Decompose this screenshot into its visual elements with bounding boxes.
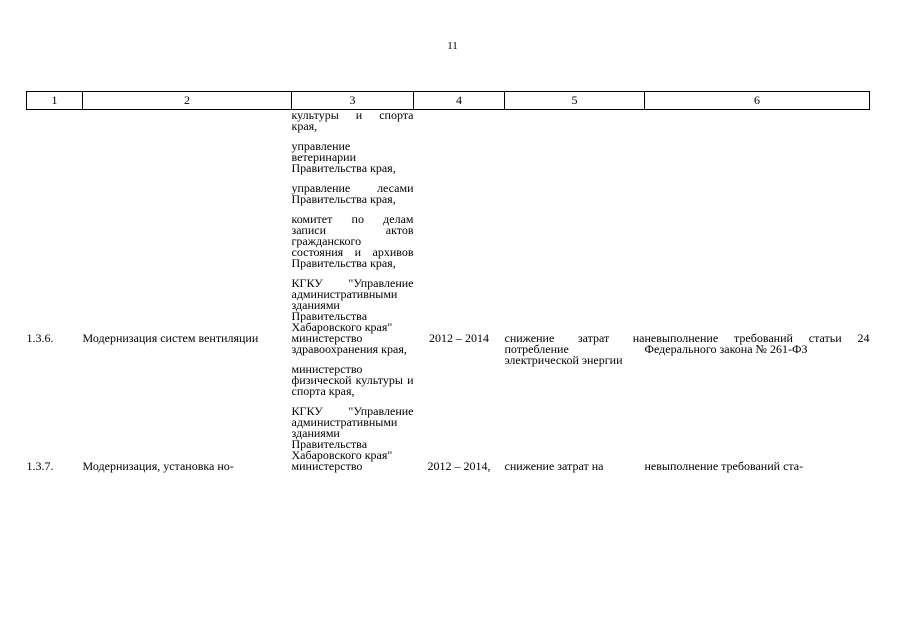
measure-name: Модернизация, установка но- <box>82 459 234 473</box>
measures-table <box>26 91 870 472</box>
consequence-cell: невыполнение требований статьи 24 Федерального закона № 261-ФЗ <box>644 331 870 356</box>
result-cell: снижение затрат на потребление электрической энергии <box>504 331 645 367</box>
executor-entry: КГКУ "Управление административными зданиями Правительства Хабаровского края" <box>291 276 414 334</box>
executor-entry: КГКУ "Управление административными зданиями Правительства Хабаровского края" <box>291 404 414 462</box>
consequence-cell: невыполнение требований ста- <box>644 459 804 473</box>
column-header-1: 1 <box>27 92 83 110</box>
executor-entry: министерство <box>291 459 363 473</box>
column-header-3: 3 <box>292 92 414 110</box>
period-cell <box>414 110 505 334</box>
consequence-cell <box>645 110 870 334</box>
table-row <box>27 110 870 334</box>
executor-entry: культуры и спорта края, <box>291 108 414 133</box>
executor-entry: министерство физической культуры и спорта края, <box>291 362 414 398</box>
column-header-5: 5 <box>505 92 645 110</box>
measure-name: Модернизация систем вентиляции <box>82 331 259 345</box>
row-number <box>27 110 83 334</box>
executor-entry: управление ветеринарии Правительства края, <box>291 139 396 175</box>
table-row <box>27 461 870 472</box>
result-cell: снижение затрат на <box>504 459 604 473</box>
table-row <box>27 333 870 461</box>
column-header-6: 6 <box>645 92 870 110</box>
column-number-row <box>27 92 870 110</box>
period-cell: 2012 – 2014 <box>429 331 489 345</box>
executors-cell <box>292 110 414 334</box>
column-header-4: 4 <box>414 92 505 110</box>
column-header-2: 2 <box>83 92 292 110</box>
executor-entry: комитет по делам записи актов гражданского состояния и архивов Правительства края, <box>291 212 414 270</box>
executor-entry: министерство здравоохранения края, <box>291 331 407 356</box>
executor-entry: управление лесами Правительства края, <box>291 181 414 206</box>
period-cell: 2012 – 2014, <box>427 459 491 473</box>
result-cell <box>505 110 645 334</box>
measure-name <box>83 110 292 334</box>
executors-cell <box>292 333 414 461</box>
row-number: 1.3.6. <box>26 331 54 345</box>
executors-cell <box>292 461 414 472</box>
row-number: 1.3.7. <box>26 459 54 473</box>
page-number: 11 <box>447 40 458 52</box>
